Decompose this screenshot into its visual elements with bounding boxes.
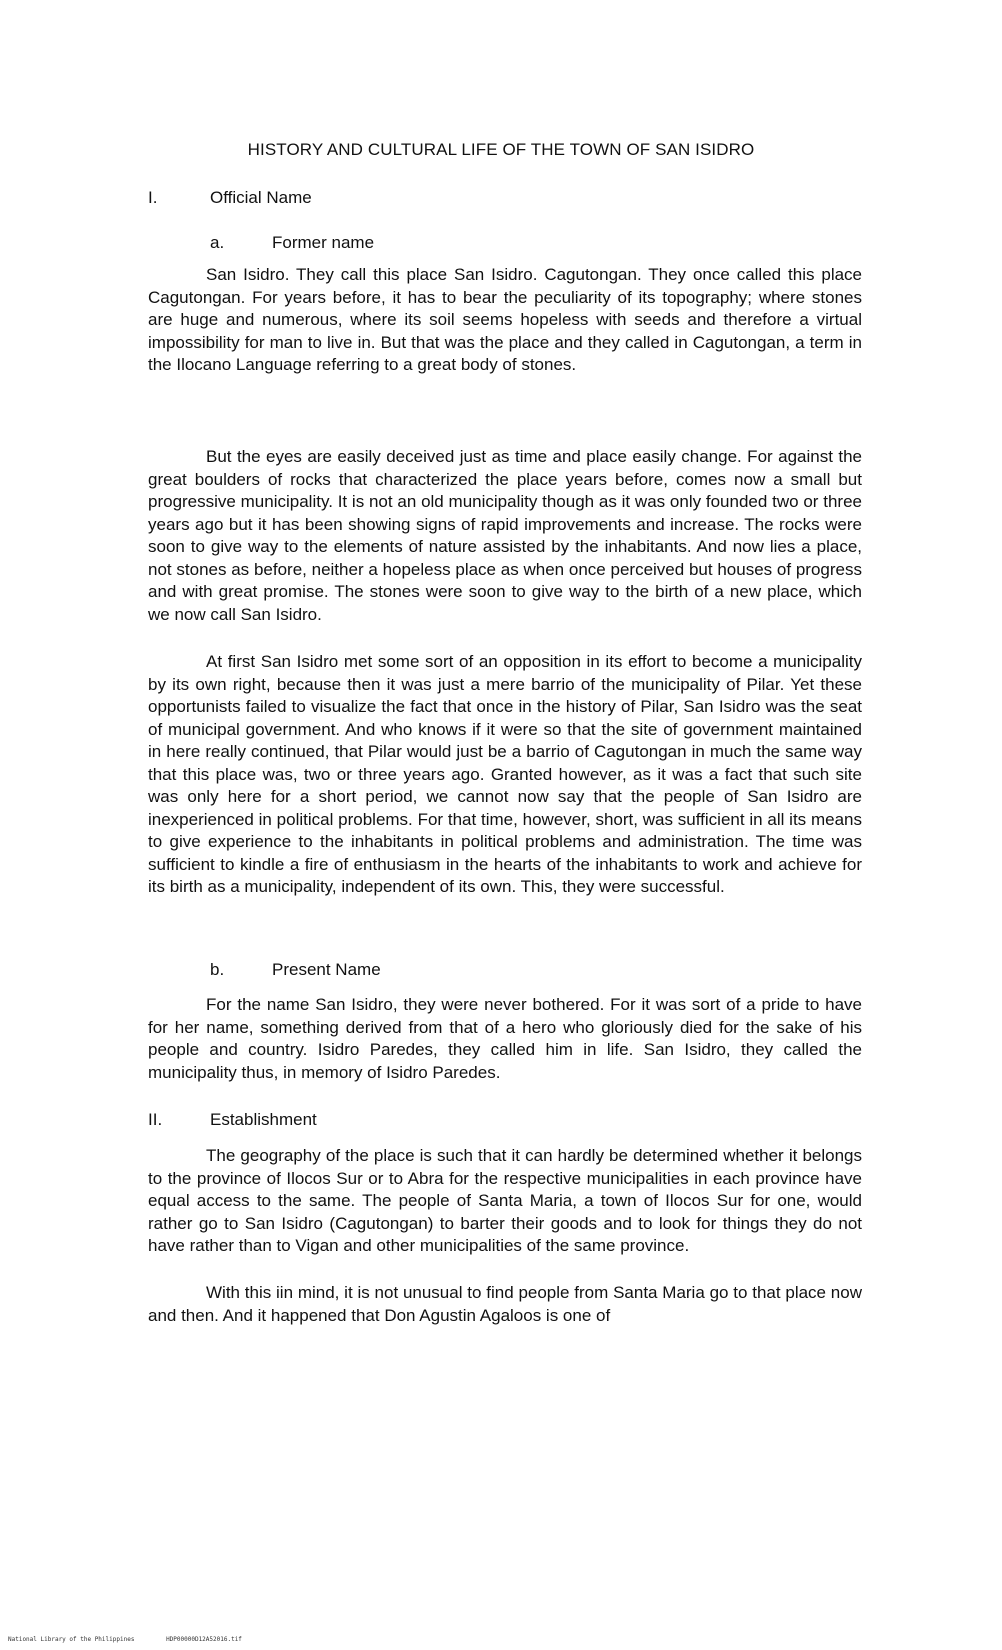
section-number: II. — [148, 1110, 163, 1129]
paragraph-former-name-1: San Isidro. They call this place San Isidro. Cagutongan. They once called this place Cagutongan. For years before, it has to bear the peculiarity of its topography; where stones are huge and numerous, where its soil seems hopeless with seeds and therefore a virtual impossibility for man to live in. But that was the place and they called in Cagutongan, a term in the Ilocano Language referring to a great body of stones. — [148, 265, 862, 374]
subsection-title: Former name — [272, 233, 375, 252]
subsection-letter: a. — [210, 233, 225, 252]
scan-footer — [8, 1636, 270, 1643]
subsection-letter: b. — [210, 960, 225, 979]
section-title: Official Name — [210, 188, 312, 207]
footer-code: HDP00000D12A52016.tif — [166, 1636, 242, 1643]
subsection-title: Present Name — [272, 960, 381, 979]
paragraph-former-name-3: At first San Isidro met some sort of an opposition in its effort to become a municipality by its own right, because then it was just a mere barrio of the municipality of Pilar. Yet these opportunists failed to visualize the fact that once in the history of Pilar, San Isidro was the seat of municipal government. And who knows if it were so that the site of government maintained in here really continued, that Pilar would just be a barrio of Cagutongan in much the same way that this place was, two or three years ago. Granted however, as it was a fact that such site was only here for a short period, we cannot now say that the people of San Isidro are inexperienced in political problems. For that time, however, short, was sufficient in all its means to give experience to the inhabitants in political problems and administration. The time was sufficient to kindle a fire of enthusiasm in the hearts of the inhabitants to work and achieve for its birth as a municipality, independent of its own. This, they were successful. — [148, 652, 862, 896]
paragraph-establishment-2: With this iin mind, it is not unusual to find people from Santa Maria go to that place now and then. And it happened that Don Agustin Agaloos is one of — [148, 1283, 862, 1325]
paragraph-former-name-2: But the eyes are easily deceived just as time and place easily change. For against the great boulders of rocks that characterized the place years before, comes now a small but progressive municipality. It is not an old municipality though as it was only founded two or three years ago but it has been showing signs of rapid improvements and increase. The rocks were soon to give way to the elements of nature assisted by the inhabitants. And now lies a place, not stones as before, neither a hopeless place as when once perceived but houses of progress and with great promise. The stones were soon to give way to the birth of a new place, which we now call San Isidro. — [148, 447, 862, 624]
section-number: I. — [148, 188, 158, 207]
paragraph-present-name-1: For the name San Isidro, they were never bothered. For it was sort of a pride to have for her name, something derived from that of a hero who gloriously died for the sake of his people and country. Isidro Paredes, they called him in life. San Isidro, they called the municipality thus, in memory of Isidro Paredes. — [148, 995, 862, 1082]
section-title: Establishment — [210, 1110, 317, 1129]
paragraph-establishment-1: The geography of the place is such that it can hardly be determined whether it belongs to the province of Ilocos Sur or to Abra for the respective municipalities in each province have equal access to the same. The people of Santa Maria, a town of Ilocos Sur for one, would rather go to San Isidro (Cagutongan) to barter their goods and to look for things they do not have rather than to Vigan and other municipalities of the same province. — [148, 1146, 862, 1255]
footer-library: National Library of the Philippines — [8, 1636, 135, 1643]
document-title: HISTORY AND CULTURAL LIFE OF THE TOWN OF SAN ISIDRO — [247, 140, 755, 159]
